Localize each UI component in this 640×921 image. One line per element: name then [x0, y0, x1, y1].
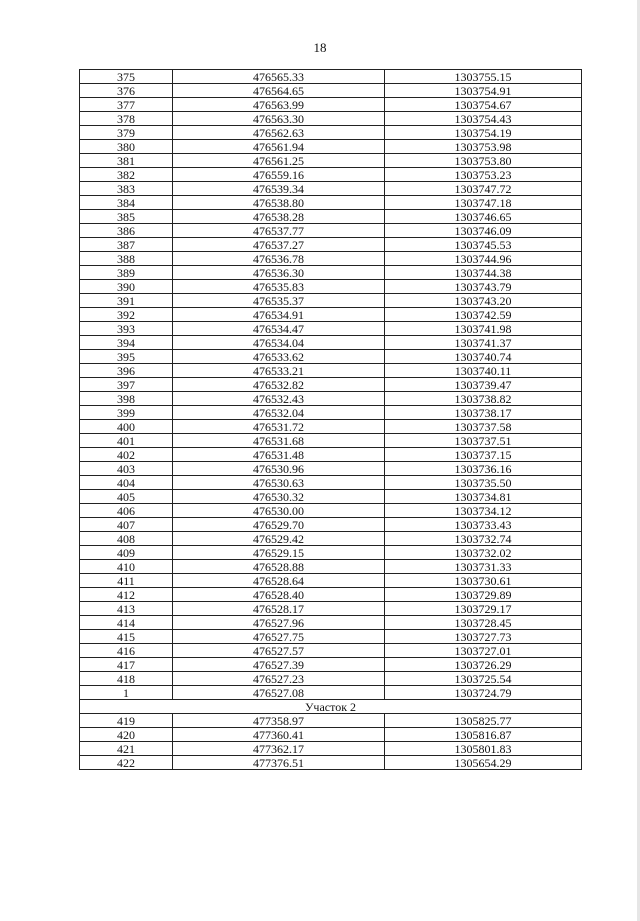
- y-coordinate-cell: 1303737.15: [385, 448, 582, 462]
- table-row: [80, 308, 582, 322]
- x-coordinate-cell: 477360.41: [173, 728, 385, 742]
- y-coordinate-cell: 1303753.23: [385, 168, 582, 182]
- table-row: [80, 252, 582, 266]
- x-coordinate-cell: 476528.64: [173, 574, 385, 588]
- coordinates-table-wrapper: [79, 69, 581, 770]
- x-coordinate-cell: 476530.96: [173, 462, 385, 476]
- y-coordinate-cell: 1303739.47: [385, 378, 582, 392]
- y-coordinate-cell: 1303727.01: [385, 644, 582, 658]
- x-coordinate-cell: 477376.51: [173, 756, 385, 770]
- table-row: [80, 574, 582, 588]
- table-row: [80, 210, 582, 224]
- coordinates-table-body: [80, 70, 582, 770]
- y-coordinate-cell: 1303738.17: [385, 406, 582, 420]
- point-number-cell: 376: [80, 84, 173, 98]
- table-row: [80, 448, 582, 462]
- table-row: [80, 336, 582, 350]
- section-header-row: [80, 700, 582, 714]
- table-row: [80, 588, 582, 602]
- section-title: Участок 2: [80, 700, 582, 714]
- x-coordinate-cell: 476534.91: [173, 308, 385, 322]
- x-coordinate-cell: 476531.72: [173, 420, 385, 434]
- y-coordinate-cell: 1303725.54: [385, 672, 582, 686]
- y-coordinate-cell: 1303743.20: [385, 294, 582, 308]
- point-number-cell: 411: [80, 574, 173, 588]
- y-coordinate-cell: 1303744.96: [385, 252, 582, 266]
- x-coordinate-cell: 476532.04: [173, 406, 385, 420]
- point-number-cell: 402: [80, 448, 173, 462]
- point-number-cell: 389: [80, 266, 173, 280]
- y-coordinate-cell: 1303741.98: [385, 322, 582, 336]
- point-number-cell: 410: [80, 560, 173, 574]
- y-coordinate-cell: 1303728.45: [385, 616, 582, 630]
- x-coordinate-cell: 476527.75: [173, 630, 385, 644]
- table-row: [80, 532, 582, 546]
- point-number-cell: 382: [80, 168, 173, 182]
- table-row: [80, 350, 582, 364]
- y-coordinate-cell: 1303734.12: [385, 504, 582, 518]
- point-number-cell: 383: [80, 182, 173, 196]
- table-row: [80, 644, 582, 658]
- table-row: [80, 658, 582, 672]
- point-number-cell: 379: [80, 126, 173, 140]
- point-number-cell: 412: [80, 588, 173, 602]
- x-coordinate-cell: 476536.78: [173, 252, 385, 266]
- x-coordinate-cell: 476527.39: [173, 658, 385, 672]
- table-row: [80, 154, 582, 168]
- table-row: [80, 420, 582, 434]
- y-coordinate-cell: 1303740.11: [385, 364, 582, 378]
- y-coordinate-cell: 1303753.98: [385, 140, 582, 154]
- point-number-cell: 381: [80, 154, 173, 168]
- point-number-cell: 406: [80, 504, 173, 518]
- point-number-cell: 394: [80, 336, 173, 350]
- y-coordinate-cell: 1303754.91: [385, 84, 582, 98]
- y-coordinate-cell: 1303746.65: [385, 210, 582, 224]
- table-row: [80, 280, 582, 294]
- x-coordinate-cell: 476563.99: [173, 98, 385, 112]
- x-coordinate-cell: 476528.17: [173, 602, 385, 616]
- point-number-cell: 390: [80, 280, 173, 294]
- y-coordinate-cell: 1303729.89: [385, 588, 582, 602]
- point-number-cell: 401: [80, 434, 173, 448]
- y-coordinate-cell: 1303754.67: [385, 98, 582, 112]
- y-coordinate-cell: 1305816.87: [385, 728, 582, 742]
- y-coordinate-cell: 1303727.73: [385, 630, 582, 644]
- point-number-cell: 407: [80, 518, 173, 532]
- y-coordinate-cell: 1303733.43: [385, 518, 582, 532]
- y-coordinate-cell: 1303734.81: [385, 490, 582, 504]
- x-coordinate-cell: 476533.21: [173, 364, 385, 378]
- x-coordinate-cell: 476532.82: [173, 378, 385, 392]
- page-number: 18: [313, 40, 327, 55]
- x-coordinate-cell: 476533.62: [173, 350, 385, 364]
- table-row: [80, 686, 582, 700]
- x-coordinate-cell: 476527.57: [173, 644, 385, 658]
- point-number-cell: 419: [80, 714, 173, 728]
- point-number-cell: 415: [80, 630, 173, 644]
- point-number-cell: 396: [80, 364, 173, 378]
- table-row: [80, 462, 582, 476]
- y-coordinate-cell: 1303745.53: [385, 238, 582, 252]
- y-coordinate-cell: 1303730.61: [385, 574, 582, 588]
- y-coordinate-cell: 1303746.09: [385, 224, 582, 238]
- point-number-cell: 417: [80, 658, 173, 672]
- x-coordinate-cell: 476527.23: [173, 672, 385, 686]
- x-coordinate-cell: 476529.15: [173, 546, 385, 560]
- x-coordinate-cell: 476563.30: [173, 112, 385, 126]
- x-coordinate-cell: 476564.65: [173, 84, 385, 98]
- y-coordinate-cell: 1305825.77: [385, 714, 582, 728]
- table-row: [80, 168, 582, 182]
- y-coordinate-cell: 1305654.29: [385, 756, 582, 770]
- table-row: [80, 70, 582, 84]
- point-number-cell: 387: [80, 238, 173, 252]
- table-row: [80, 672, 582, 686]
- x-coordinate-cell: 477358.97: [173, 714, 385, 728]
- point-number-cell: 393: [80, 322, 173, 336]
- y-coordinate-cell: 1303747.72: [385, 182, 582, 196]
- x-coordinate-cell: 476536.30: [173, 266, 385, 280]
- x-coordinate-cell: 476565.33: [173, 70, 385, 84]
- y-coordinate-cell: 1303740.74: [385, 350, 582, 364]
- table-row: [80, 140, 582, 154]
- table-row: [80, 112, 582, 126]
- x-coordinate-cell: 476530.32: [173, 490, 385, 504]
- table-row: [80, 266, 582, 280]
- point-number-cell: 384: [80, 196, 173, 210]
- x-coordinate-cell: 476532.43: [173, 392, 385, 406]
- point-number-cell: 377: [80, 98, 173, 112]
- table-row: [80, 546, 582, 560]
- x-coordinate-cell: 476531.68: [173, 434, 385, 448]
- x-coordinate-cell: 476561.94: [173, 140, 385, 154]
- coordinates-table: [79, 69, 582, 770]
- point-number-cell: 397: [80, 378, 173, 392]
- y-coordinate-cell: 1303742.59: [385, 308, 582, 322]
- point-number-cell: 420: [80, 728, 173, 742]
- point-number-cell: 395: [80, 350, 173, 364]
- table-row: [80, 294, 582, 308]
- y-coordinate-cell: 1303735.50: [385, 476, 582, 490]
- x-coordinate-cell: 476537.77: [173, 224, 385, 238]
- table-row: [80, 434, 582, 448]
- y-coordinate-cell: 1303744.38: [385, 266, 582, 280]
- x-coordinate-cell: 476538.80: [173, 196, 385, 210]
- y-coordinate-cell: 1303737.58: [385, 420, 582, 434]
- x-coordinate-cell: 476534.04: [173, 336, 385, 350]
- table-row: [80, 98, 582, 112]
- table-row: [80, 126, 582, 140]
- y-coordinate-cell: 1303754.19: [385, 126, 582, 140]
- x-coordinate-cell: 476530.63: [173, 476, 385, 490]
- x-coordinate-cell: 476535.37: [173, 294, 385, 308]
- x-coordinate-cell: 476537.27: [173, 238, 385, 252]
- point-number-cell: 416: [80, 644, 173, 658]
- y-coordinate-cell: 1303747.18: [385, 196, 582, 210]
- y-coordinate-cell: 1303755.15: [385, 70, 582, 84]
- table-row: [80, 364, 582, 378]
- x-coordinate-cell: 476529.70: [173, 518, 385, 532]
- y-coordinate-cell: 1303736.16: [385, 462, 582, 476]
- table-row: [80, 224, 582, 238]
- y-coordinate-cell: 1305801.83: [385, 742, 582, 756]
- x-coordinate-cell: 477362.17: [173, 742, 385, 756]
- x-coordinate-cell: 476559.16: [173, 168, 385, 182]
- point-number-cell: 421: [80, 742, 173, 756]
- point-number-cell: 405: [80, 490, 173, 504]
- x-coordinate-cell: 476534.47: [173, 322, 385, 336]
- point-number-cell: 399: [80, 406, 173, 420]
- point-number-cell: 409: [80, 546, 173, 560]
- point-number-cell: 386: [80, 224, 173, 238]
- table-row: [80, 196, 582, 210]
- table-row: [80, 476, 582, 490]
- table-row: [80, 742, 582, 756]
- point-number-cell: 404: [80, 476, 173, 490]
- x-coordinate-cell: 476562.63: [173, 126, 385, 140]
- point-number-cell: 392: [80, 308, 173, 322]
- table-row: [80, 728, 582, 742]
- x-coordinate-cell: 476538.28: [173, 210, 385, 224]
- point-number-cell: 388: [80, 252, 173, 266]
- point-number-cell: 385: [80, 210, 173, 224]
- point-number-cell: 391: [80, 294, 173, 308]
- y-coordinate-cell: 1303732.74: [385, 532, 582, 546]
- y-coordinate-cell: 1303724.79: [385, 686, 582, 700]
- x-coordinate-cell: 476531.48: [173, 448, 385, 462]
- table-row: [80, 560, 582, 574]
- point-number-cell: 378: [80, 112, 173, 126]
- point-number-cell: 408: [80, 532, 173, 546]
- point-number-cell: 414: [80, 616, 173, 630]
- point-number-cell: 380: [80, 140, 173, 154]
- x-coordinate-cell: 476561.25: [173, 154, 385, 168]
- point-number-cell: 400: [80, 420, 173, 434]
- table-row: [80, 602, 582, 616]
- table-row: [80, 378, 582, 392]
- x-coordinate-cell: 476529.42: [173, 532, 385, 546]
- table-row: [80, 616, 582, 630]
- table-row: [80, 518, 582, 532]
- point-number-cell: 418: [80, 672, 173, 686]
- y-coordinate-cell: 1303737.51: [385, 434, 582, 448]
- x-coordinate-cell: 476527.96: [173, 616, 385, 630]
- x-coordinate-cell: 476528.40: [173, 588, 385, 602]
- y-coordinate-cell: 1303738.82: [385, 392, 582, 406]
- x-coordinate-cell: 476535.83: [173, 280, 385, 294]
- table-row: [80, 714, 582, 728]
- x-coordinate-cell: 476539.34: [173, 182, 385, 196]
- table-row: [80, 490, 582, 504]
- point-number-cell: 422: [80, 756, 173, 770]
- table-row: [80, 84, 582, 98]
- y-coordinate-cell: 1303731.33: [385, 560, 582, 574]
- y-coordinate-cell: 1303753.80: [385, 154, 582, 168]
- point-number-cell: 1: [80, 686, 173, 700]
- y-coordinate-cell: 1303729.17: [385, 602, 582, 616]
- table-row: [80, 406, 582, 420]
- y-coordinate-cell: 1303726.29: [385, 658, 582, 672]
- table-row: [80, 504, 582, 518]
- table-row: [80, 630, 582, 644]
- y-coordinate-cell: 1303741.37: [385, 336, 582, 350]
- y-coordinate-cell: 1303743.79: [385, 280, 582, 294]
- point-number-cell: 403: [80, 462, 173, 476]
- x-coordinate-cell: 476528.88: [173, 560, 385, 574]
- table-row: [80, 392, 582, 406]
- y-coordinate-cell: 1303754.43: [385, 112, 582, 126]
- table-row: [80, 182, 582, 196]
- y-coordinate-cell: 1303732.02: [385, 546, 582, 560]
- table-row: [80, 238, 582, 252]
- table-row: [80, 322, 582, 336]
- point-number-cell: 413: [80, 602, 173, 616]
- table-row: [80, 756, 582, 770]
- x-coordinate-cell: 476530.00: [173, 504, 385, 518]
- x-coordinate-cell: 476527.08: [173, 686, 385, 700]
- point-number-cell: 375: [80, 70, 173, 84]
- point-number-cell: 398: [80, 392, 173, 406]
